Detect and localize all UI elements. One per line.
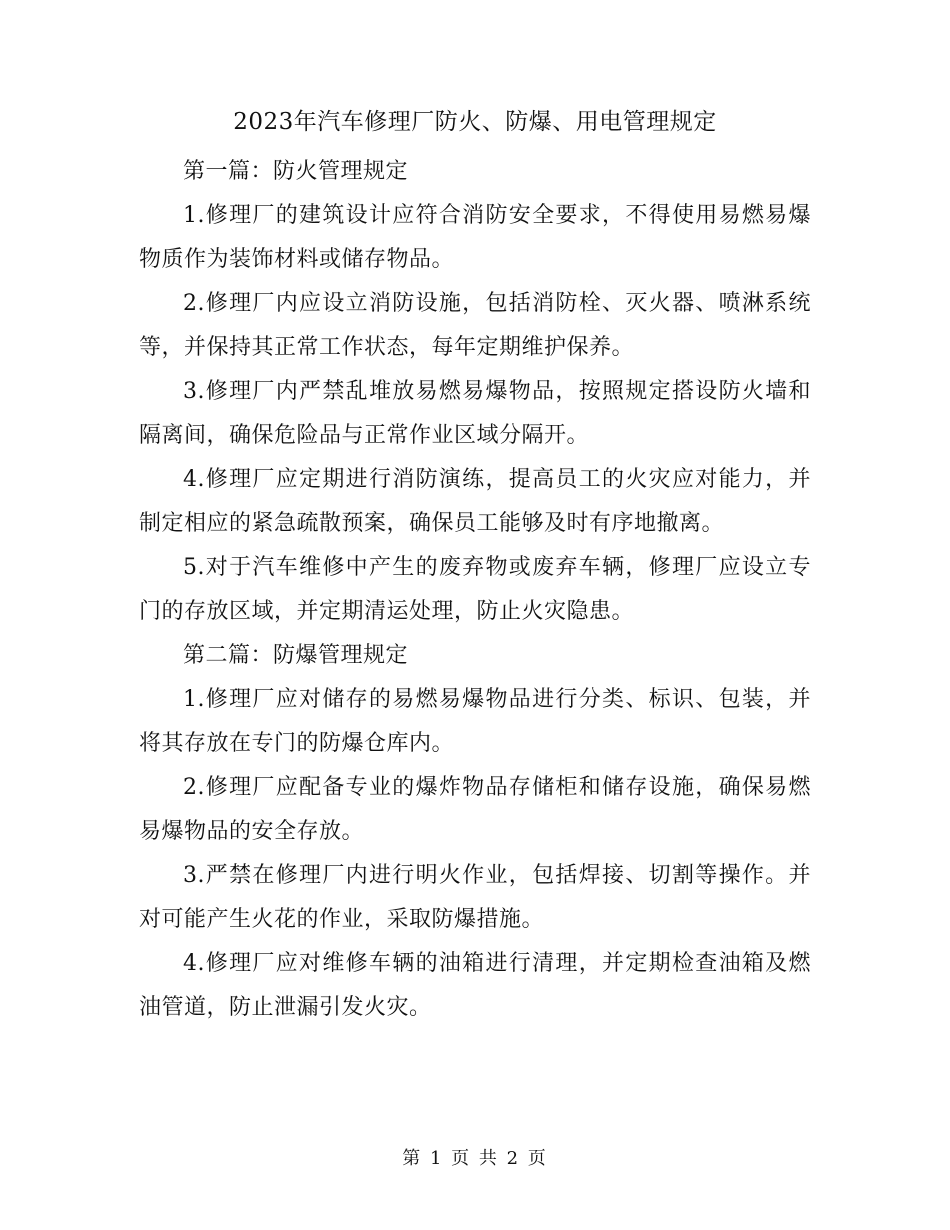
- paragraph: 2.修理厂应配备专业的爆炸物品存储柜和储存设施，确保易燃易爆物品的安全存放。: [139, 775, 811, 844]
- paragraph: 5.对于汽车维修中产生的废弃物或废弃车辆，修理厂应设立专门的存放区域，并定期清运处理，防止火灾隐患。: [139, 555, 811, 624]
- document-body: [139, 150, 811, 1030]
- section-heading-fire: 第一篇：防火管理规定: [183, 159, 409, 184]
- paragraph: 3.修理厂内严禁乱堆放易燃易爆物品，按照规定搭设防火墙和隔离间，确保危险品与正常作业区域分隔开。: [139, 379, 811, 448]
- paragraph: 4.修理厂应对维修车辆的油箱进行清理，并定期检查油箱及燃油管道，防止泄漏引发火灾。: [139, 951, 811, 1020]
- page-number-footer: 第 1 页 共 2 页: [402, 1148, 548, 1169]
- paragraph: 2.修理厂内应设立消防设施，包括消防栓、灭火器、喷淋系统等，并保持其正常工作状态，每年定期维护保养。: [139, 291, 811, 360]
- paragraph: 1.修理厂应对储存的易燃易爆物品进行分类、标识、包装，并将其存放在专门的防爆仓库内。: [139, 687, 811, 756]
- paragraph: 4.修理厂应定期进行消防演练，提高员工的火灾应对能力，并制定相应的紧急疏散预案，确保员工能够及时有序地撤离。: [139, 467, 811, 536]
- paragraph: 1.修理厂的建筑设计应符合消防安全要求，不得使用易燃易爆物质作为装饰材料或储存物品。: [139, 203, 811, 272]
- section-heading-explosion: 第二篇：防爆管理规定: [183, 643, 409, 668]
- document-title: 2023年汽车修理厂防火、防爆、用电管理规定: [233, 109, 717, 135]
- paragraph: 3.严禁在修理厂内进行明火作业，包括焊接、切割等操作。并对可能产生火花的作业，采取防爆措施。: [139, 863, 811, 932]
